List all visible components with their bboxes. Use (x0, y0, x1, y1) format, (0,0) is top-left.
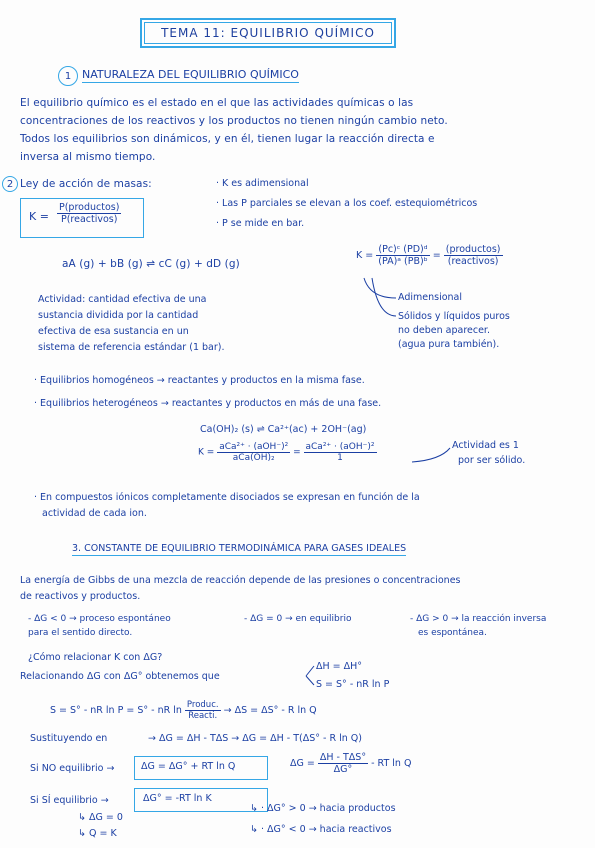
k-denominator: P(reactivos) (60, 214, 118, 225)
k-bullet-3: · P se mide en bar. (216, 218, 305, 229)
no-equilibrium-formula: ΔG = ΔG° + RT ln Q (141, 761, 236, 772)
adimensional-note: Adimensional (398, 292, 463, 303)
activity-def-4: sistema de referencia estándar (1 bar). (38, 342, 225, 353)
general-reaction: aA (g) + bB (g) ⇌ cC (g) + dD (g) (62, 258, 240, 270)
branch-brace-icon (306, 666, 314, 685)
activity-def-2: sustancia dividida por la cantidad (38, 310, 199, 321)
k-bullet-1: · K es adimensional (216, 178, 309, 189)
activity-one-note-1: Actividad es 1 (452, 440, 519, 451)
dg-remainder: - RT ln Q (371, 758, 412, 769)
ca-k-label: K = (198, 447, 215, 458)
k-bullet-2: · Las P parciales se elevan a los coef. estequiométricos (216, 198, 478, 209)
k2-numerator: (Pc)ᶜ (PD)ᵈ (378, 244, 428, 255)
law-of-mass-action: Ley de acción de masas: (20, 178, 152, 190)
ca-numerator-1: aCa²⁺ · (aOH⁻)² (219, 442, 289, 452)
dg-numerator: ΔH - TΔS° (319, 752, 367, 763)
section-2-number-text: 2 (6, 178, 14, 190)
direction-products: ↳ · ΔG° > 0 → hacia productos (250, 803, 396, 814)
case-positive-2: es espontánea. (418, 628, 487, 638)
entropy-derivation-result: → ΔS = ΔS° - R ln Q (223, 705, 317, 716)
section-3-heading: 3. CONSTANTE DE EQUILIBRIO TERMODINÁMICA PARA GASES IDEALES (72, 543, 407, 554)
solids-note-2: no deben aparecer. (398, 325, 490, 336)
entropy-frac-den: Reacti. (188, 711, 218, 721)
enthalpy-relation: ΔH = ΔH° (316, 661, 363, 672)
substituting-equation: → ΔG = ΔH - TΔS → ΔG = ΔH - T(ΔS° - R ln Q) (148, 733, 362, 744)
substituting-label: Sustituyendo en (30, 733, 108, 744)
gibbs-intro-1: La energía de Gibbs de una mezcla de reacción depende de las presiones o concentraciones (20, 575, 461, 586)
entropy-derivation-lhs: S = S° - nR ln P = S° - nR ln (50, 705, 182, 716)
relating-text: Relacionando ΔG con ΔG° obtenemos que (20, 671, 220, 682)
k2-denominator: (PA)ᵃ (PB)ᵇ (378, 256, 428, 267)
yes-equilibrium-formula: ΔG° = -RT ln K (143, 793, 212, 804)
section-1-heading: NATURALEZA DEL EQUILIBRIO QUÍMICO (82, 68, 299, 81)
dg-denominator: ΔG° (333, 764, 353, 775)
ca-denominator-1: aCa(OH)₂ (232, 453, 275, 463)
solids-note-3: (agua pura también). (398, 339, 500, 350)
solids-note-1: Sólidos y líquidos puros (398, 311, 510, 322)
heterogeneous-equilibria: · Equilibrios heterogéneos → reactantes y productos en más de una fase. (34, 398, 382, 409)
k2-equals: = (432, 250, 441, 261)
k2-products: (productos) (445, 244, 501, 255)
ca-equals: = (293, 447, 301, 458)
yes-equilibrium-label: Si SÍ equilibrio → (30, 795, 109, 806)
case-positive-1: - ΔG > 0 → la reacción inversa (410, 614, 547, 624)
k-numerator: P(productos) (59, 202, 120, 213)
activity-def-3: efectiva de esa sustancia en un (38, 326, 189, 337)
activity-one-note-2: por ser sólido. (458, 455, 526, 466)
case-negative-2: para el sentido directo. (28, 628, 133, 638)
dg-label: ΔG = (290, 758, 315, 769)
k-label: K = (29, 210, 49, 223)
entropy-frac-num: Produc. (186, 700, 219, 710)
arrow-to-activity-note-icon (412, 448, 450, 462)
activity-def-1: Actividad: cantidad efectiva de una (38, 294, 207, 305)
ca-denominator-2: 1 (337, 453, 343, 463)
no-equilibrium-label: Si NO equilibrio → (30, 763, 115, 774)
ionic-compounds-2: actividad de cada ion. (42, 508, 147, 519)
case-negative-1: - ΔG < 0 → proceso espontáneo (28, 614, 171, 624)
section-1-line-2: concentraciones de los reactivos y los productos no tienen ningún cambio neto. (20, 115, 448, 127)
ionic-compounds-1: · En compuestos iónicos completamente disociados se expresan en función de la (34, 492, 420, 503)
homogeneous-equilibria: · Equilibrios homogéneos → reactantes y productos en la misma fase. (34, 375, 365, 386)
k2-reactants: (reactivos) (447, 256, 499, 267)
case-zero: - ΔG = 0 → en equilibrio (244, 614, 352, 624)
k2-label: K = (356, 250, 374, 261)
section-1-number-text: 1 (64, 70, 72, 82)
equilibrium-q-equals-k: ↳ Q = K (78, 828, 117, 839)
page-title: TEMA 11: EQUILIBRIO QUÍMICO (161, 26, 375, 40)
equilibrium-dg-zero: ↳ ΔG = 0 (78, 812, 123, 823)
section-1-line-3: Todos los equilibrios son dinámicos, y en él, tienen lugar la reacción directa e (20, 133, 435, 145)
direction-reactants: ↳ · ΔG° < 0 → hacia reactivos (250, 824, 392, 835)
gibbs-intro-2: de reactivos y productos. (20, 591, 141, 602)
calcium-hydroxide-reaction: Ca(OH)₂ (s) ⇌ Ca²⁺(ac) + 2OH⁻(ag) (200, 424, 367, 435)
section-1-line-1: El equilibrio químico es el estado en el que las actividades químicas o las (20, 97, 414, 109)
ca-numerator-2: aCa²⁺ · (aOH⁻)² (305, 442, 375, 452)
relation-question: ¿Cómo relacionar K con ΔG? (28, 652, 163, 663)
section-1-line-4: inversa al mismo tiempo. (20, 151, 156, 163)
arrow-to-adimensional-icon (364, 278, 396, 298)
entropy-relation: S = S° - nR ln P (316, 679, 390, 690)
